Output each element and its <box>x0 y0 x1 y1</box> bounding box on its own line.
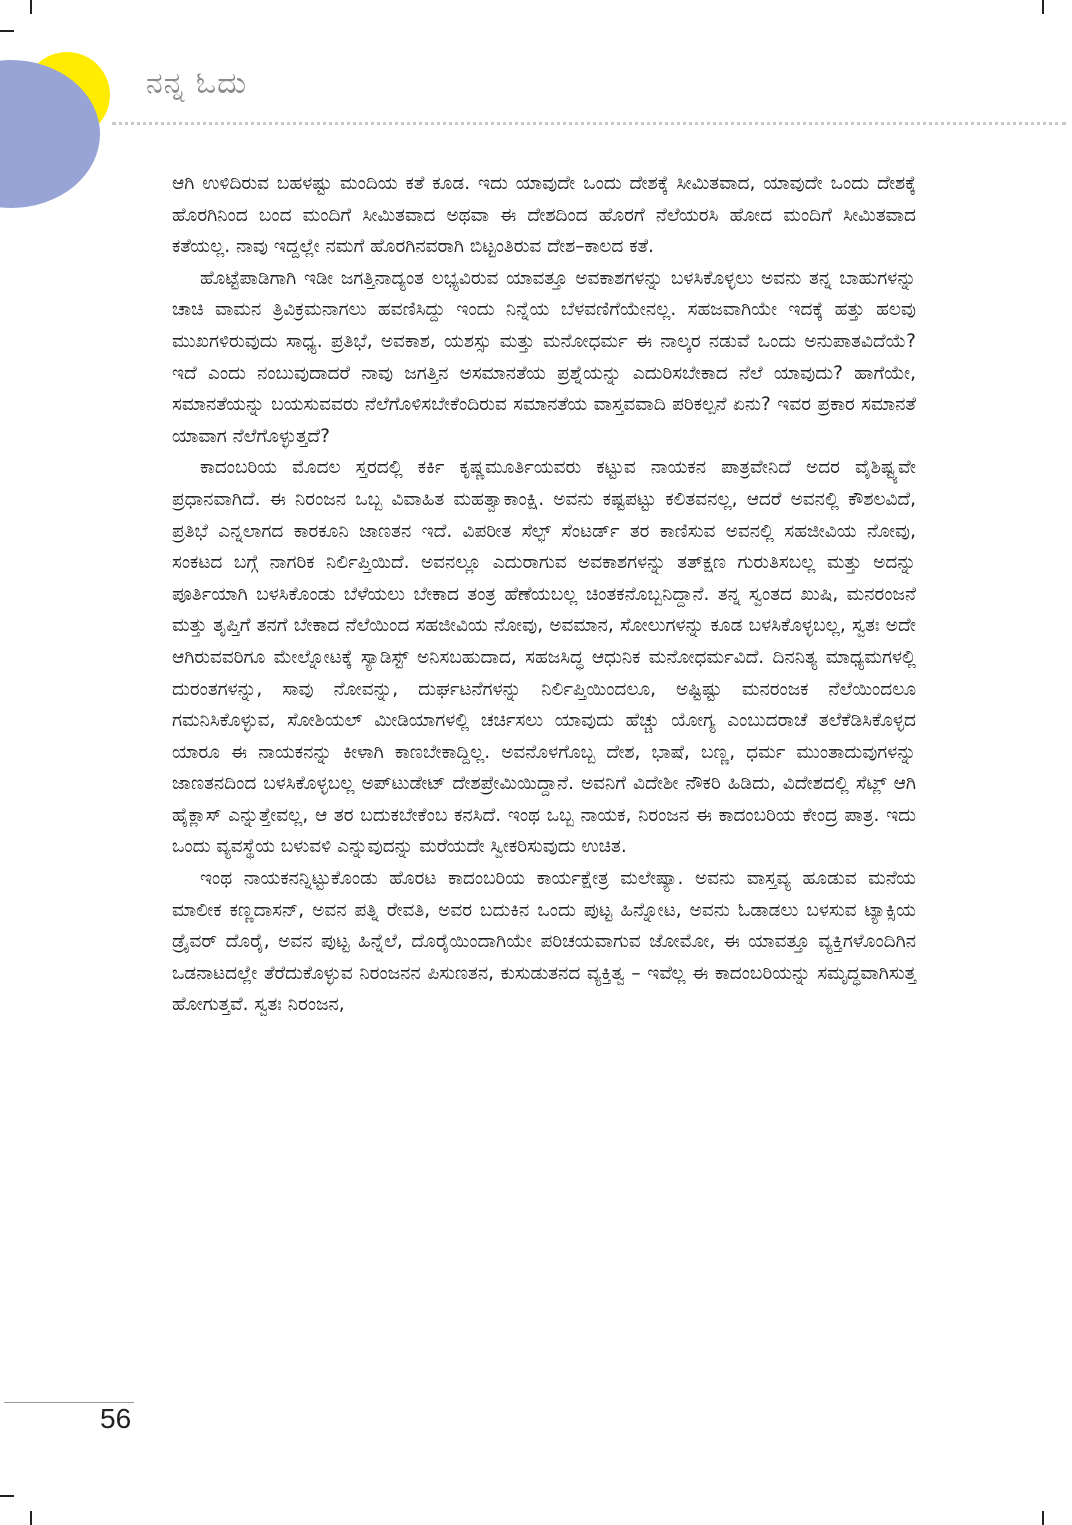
running-header-title: ನನ್ನ ಓದು <box>146 66 248 101</box>
header-dotted-rule <box>112 122 1066 125</box>
paragraph-2: ಹೊಟ್ಟೆಪಾಡಿಗಾಗಿ ಇಡೀ ಜಗತ್ತಿನಾದ್ಯಂತ ಲಭ್ಯವಿರುವ ಯಾವತ್ತೂ ಅವಕಾಶಗಳನ್ನು ಬಳಸಿಕೊಳ್ಳಲು ಅವನು ತನ್ನ ಬಾಹುಗಳನ್ನು ಚಾಚಿ ವಾಮನ ತ್ರಿವಿಕ್ರಮನಾಗಲು ಹವಣಿಸಿದ್ದು ಇಂದು ನಿನ್ನೆಯ ಬೆಳವಣಿಗೆಯೇನಲ್ಲ. ಸಹಜವಾಗಿಯೇ ಇದಕ್ಕೆ ಹತ್ತು ಹಲವು ಮುಖಗಳಿರುವುದು ಸಾಧ್ಯ. ಪ್ರತಿಭೆ, ಅವಕಾಶ, ಯಶಸ್ಸು ಮತ್ತು ಮನೋಧರ್ಮ ಈ ನಾಲ್ಕರ ನಡುವೆ ಒಂದು ಅನುಪಾತವಿದೆಯೆ? ಇದೆ ಎಂದು ನಂಬುವುದಾದರೆ ನಾವು ಜಗತ್ತಿನ ಅಸಮಾನತೆಯ ಪ್ರಶ್ನೆಯನ್ನು ಎದುರಿಸಬೇಕಾದ ನೆಲೆ ಯಾವುದು? ಹಾಗೆಯೇ, ಸಮಾನತೆಯನ್ನು ಬಯಸುವವರು ನೆಲೆಗೊಳಿಸಬೇಕೆಂದಿರುವ ಸಮಾನತೆಯ ವಾಸ್ತವವಾದಿ ಪರಿಕಲ್ಪನೆ ಏನು? ಇವರ ಪ್ರಕಾರ ಸಮಾನತೆ ಯಾವಾಗ ನೆಲೆಗೊಳ್ಳುತ್ತದೆ? <box>172 267 916 447</box>
paragraph-4: ಇಂಥ ನಾಯಕನನ್ನಿಟ್ಟುಕೊಂಡು ಹೊರಟ ಕಾದಂಬರಿಯ ಕಾರ್ಯಕ್ಷೇತ್ರ ಮಲೇಷ್ಯಾ. ಅವನು ವಾಸ್ತವ್ಯ ಹೂಡುವ ಮನೆಯ ಮಾಲೀಕ ಕಣ್ಣದಾಸನ್, ಅವನ ಪತ್ನಿ ರೇವತಿ, ಅವರ ಬದುಕಿನ ಒಂದು ಪುಟ್ಟ ಹಿನ್ನೋಟ, ಅವನು ಓಡಾಡಲು ಬಳಸುವ ಟ್ಯಾಕ್ಸಿಯ ಡ್ರೈವರ್ ದೊರೈ, ಅವನ ಪುಟ್ಟ ಹಿನ್ನೆಲೆ, ದೊರೈಯಿಂದಾಗಿಯೇ ಪರಿಚಯವಾಗುವ ಜೋಮೋ, ಈ ಯಾವತ್ತೂ ವ್ಯಕ್ತಿಗಳೊಂದಿಗಿನ ಒಡನಾಟದಲ್ಲೇ ತೆರೆದುಕೊಳ್ಳುವ ನಿರಂಜನನ ಪಿಸುಣತನ, ಕುಸುಡುತನದ ವ್ಯಕ್ತಿತ್ವ – ಇವೆಲ್ಲ ಈ ಕಾದಂಬರಿಯನ್ನು ಸಮೃದ್ಧವಾಗಿಸುತ್ತ ಹೋಗುತ್ತವೆ. ಸ್ವತಃ ನಿರಂಜನ, <box>172 868 916 1016</box>
paragraph-3: ಕಾದಂಬರಿಯ ಮೊದಲ ಸ್ತರದಲ್ಲಿ ಕರ್ಕಿ ಕೃಷ್ಣಮೂರ್ತಿಯವರು ಕಟ್ಟುವ ನಾಯಕನ ಪಾತ್ರವೇನಿದೆ ಅದರ ವೈಶಿಷ್ಟ್ಯವೇ ಪ್ರಧಾನವಾಗಿದೆ. ಈ ನಿರಂಜನ ಒಬ್ಬ ವಿವಾಹಿತ ಮಹತ್ವಾಕಾಂಕ್ಷಿ. ಅವನು ಕಷ್ಟಪಟ್ಟು ಕಲಿತವನಲ್ಲ, ಆದರೆ ಅವನಲ್ಲಿ ಕೌಶಲವಿದೆ, ಪ್ರತಿಭೆ ಎನ್ನಲಾಗದ ಕಾರಕೂನಿ ಜಾಣತನ ಇದೆ. ವಿಪರೀತ ಸೆಲ್ಫ್ ಸೆಂಟರ್ಡ್ ತರ ಕಾಣಿಸುವ ಅವನಲ್ಲಿ ಸಹಜೀವಿಯ ನೋವು, ಸಂಕಟದ ಬಗ್ಗೆ ನಾಗರಿಕ ನಿರ್ಲಿಪ್ತಿಯಿದೆ. ಅವನಲ್ಲೂ ಎದುರಾಗುವ ಅವಕಾಶಗಳನ್ನು ತತ್ಕ್ಷಣ ಗುರುತಿಸಬಲ್ಲ ಮತ್ತು ಅದನ್ನು ಪೂರ್ತಿಯಾಗಿ ಬಳಸಿಕೊಂಡು ಬೆಳೆಯಲು ಬೇಕಾದ ತಂತ್ರ ಹೆಣೆಯಬಲ್ಲ ಚಿಂತಕನೊಬ್ಬನಿದ್ದಾನೆ. ತನ್ನ ಸ್ವಂತದ ಖುಷಿ, ಮನರಂಜನೆ ಮತ್ತು ತೃಪ್ತಿಗೆ ತನಗೆ ಬೇಕಾದ ನೆಲೆಯಿಂದ ಸಹಜೀವಿಯ ನೋವು, ಅವಮಾನ, ಸೋಲುಗಳನ್ನು ಕೂಡ ಬಳಸಿಕೊಳ್ಳಬಲ್ಲ, ಸ್ವತಃ ಅದೇ ಆಗಿರುವವರಿಗೂ ಮೇಲ್ನೋಟಕ್ಕೆ ಸ್ಯಾಡಿಸ್ಟ್ ಅನಿಸಬಹುದಾದ, ಸಹಜಸಿದ್ಧ ಆಧುನಿಕ ಮನೋಧರ್ಮವಿದೆ. ದಿನನಿತ್ಯ ಮಾಧ್ಯಮಗಳಲ್ಲಿ ದುರಂತಗಳನ್ನು, ಸಾವು ನೋವನ್ನು, ದುರ್ಘಟನೆಗಳನ್ನು ನಿರ್ಲಿಪ್ತಿಯಿಂದಲೂ, ಅಷ್ಟಿಷ್ಟು ಮನರಂಜಕ ನೆಲೆಯಿಂದಲೂ ಗಮನಿಸಿಕೊಳ್ಳುವ, ಸೋಶಿಯಲ್ ಮೀಡಿಯಾಗಳಲ್ಲಿ ಚರ್ಚಿಸಲು ಯಾವುದು ಹೆಚ್ಚು ಯೋಗ್ಯ ಎಂಬುದರಾಚೆ ತಲೆಕೆಡಿಸಿಕೊಳ್ಳದ ಯಾರೂ ಈ ನಾಯಕನನ್ನು ಕೀಳಾಗಿ ಕಾಣಬೇಕಾದ್ದಿಲ್ಲ. ಅವನೊಳಗೊಬ್ಬ ದೇಶ, ಭಾಷೆ, ಬಣ್ಣ, ಧರ್ಮ ಮುಂತಾದುವುಗಳನ್ನು ಜಾಣತನದಿಂದ ಬಳಸಿಕೊಳ್ಳಬಲ್ಲ ಅಪ್‌ಟುಡೇಟ್ ದೇಶಪ್ರೇಮಿಯಿದ್ದಾನೆ. ಅವನಿಗೆ ವಿದೇಶೀ ನೌಕರಿ ಹಿಡಿದು, ವಿದೇಶದಲ್ಲಿ ಸೆಟ್ಲ್ ಆಗಿ ಹೈಕ್ಲಾಸ್ ಎನ್ನುತ್ತೇವಲ್ಲ, ಆ ತರ ಬದುಕಬೇಕೆಂಬ ಕನಸಿದೆ. ಇಂಥ ಒಬ್ಬ ನಾಯಕ, ನಿರಂಜನ ಈ ಕಾದಂಬರಿಯ ಕೇಂದ್ರ ಪಾತ್ರ. ಇದು ಒಂದು ವ್ಯವಸ್ಥೆಯ ಬಳುವಳಿ ಎನ್ನುವುದನ್ನು ಮರೆಯದೇ ಸ್ವೀಕರಿಸುವುದು ಉಚಿತ. <box>172 457 916 858</box>
crop-mark-top-right <box>1042 0 1044 14</box>
crop-mark-left-bottom <box>0 1495 14 1497</box>
paragraph-1: ಆಗಿ ಉಳಿದಿರುವ ಬಹಳಷ್ಟು ಮಂದಿಯ ಕತೆ ಕೂಡ. ಇದು ಯಾವುದೇ ಒಂದು ದೇಶಕ್ಕೆ ಸೀಮಿತವಾದ, ಯಾವುದೇ ಒಂದು ದೇಶಕ್ಕೆ ಹೊರಗಿನಿಂದ ಬಂದ ಮಂದಿಗೆ ಸೀಮಿತವಾದ ಅಥವಾ ಈ ದೇಶದಿಂದ ಹೊರಗೆ ನೆಲೆಯರಸಿ ಹೋದ ಮಂದಿಗೆ ಸೀಮಿತವಾದ ಕತೆಯಲ್ಲ. ನಾವು ಇದ್ದಲ್ಲೇ ನಮಗೆ ಹೊರಗಿನವರಾಗಿ ಬಿಟ್ಟಂತಿರುವ ದೇಶ–ಕಾಲದ ಕತೆ. <box>172 173 916 258</box>
body-text <box>172 168 916 1021</box>
crop-mark-bottom-right <box>1042 1511 1044 1525</box>
header-decoration <box>0 0 140 220</box>
crop-mark-bottom-left <box>30 1511 32 1525</box>
page-number: 56 <box>100 1403 132 1434</box>
